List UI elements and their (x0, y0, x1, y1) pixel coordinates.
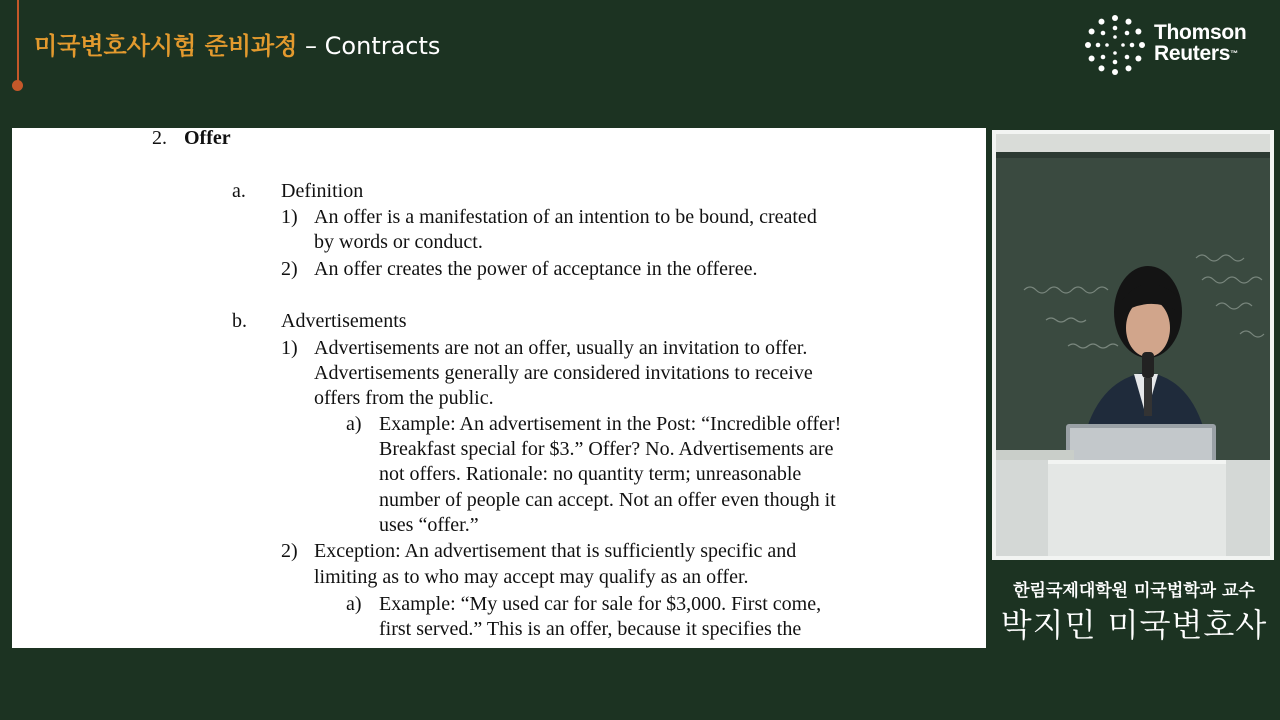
item-a1-line: by words or conduct. (314, 231, 483, 253)
item-a2-line: An offer creates the power of acceptance in the offeree. (314, 258, 758, 280)
lecture-document (12, 128, 986, 648)
item-b2-number: 2) (281, 540, 298, 562)
video-frame (996, 134, 1270, 556)
item-b2a-letter: a) (346, 593, 362, 615)
section-title: Offer (184, 128, 231, 149)
item-b2a-line: Example: “My used car for sale for $3,000. First come, (379, 593, 822, 615)
lecture-scene (996, 134, 1270, 556)
item-b1a-line: number of people can accept. Not an offer even though it (379, 489, 836, 511)
item-b1a-line: Example: An advertisement in the Post: “Incredible offer! (379, 413, 842, 435)
brand-name-line1: Thomson (1154, 21, 1247, 44)
item-b1-line: Advertisements generally are considered invitations to receive (314, 362, 813, 384)
speaker-caption (996, 578, 1272, 646)
item-b1a-line: not offers. Rationale: no quantity term; unreasonable (379, 463, 802, 485)
title-separator: – (305, 32, 318, 60)
item-b-title: Advertisements (281, 310, 407, 332)
subject-title: Contracts (324, 32, 441, 60)
item-a-title: Definition (281, 180, 364, 202)
item-b1-number: 1) (281, 337, 298, 359)
brand-logo (1084, 14, 1266, 74)
item-a-letter: a. (232, 180, 246, 202)
speaker-video (992, 130, 1274, 560)
course-title: 미국변호사시험 준비과정 (34, 32, 298, 60)
item-b1a-letter: a) (346, 413, 362, 435)
brand-name (1154, 22, 1246, 64)
dotted-circle-logo-icon (1084, 14, 1146, 76)
item-a2-number: 2) (281, 258, 298, 280)
item-b1a-line: Breakfast special for $3.” Offer? No. Advertisements are (379, 438, 834, 460)
speaker-name: 박지민 미국변호사 (1000, 606, 1268, 644)
item-a1-number: 1) (281, 206, 298, 228)
item-b2-line: limiting as to who may accept may qualify as an offer. (314, 566, 749, 588)
item-a1-line: An offer is a manifestation of an intention to be bound, created (314, 206, 817, 228)
item-b2-line: Exception: An advertisement that is sufficiently specific and (314, 540, 797, 562)
trademark-symbol: ™ (1230, 49, 1238, 58)
speaker-affiliation: 한림국제대학원 미국법학과 교수 (1013, 581, 1255, 601)
brand-name-line2: Reuters (1154, 42, 1231, 65)
item-b-letter: b. (232, 310, 247, 332)
accent-dot (12, 80, 23, 91)
page-title (34, 30, 440, 62)
item-b1-line: offers from the public. (314, 387, 494, 409)
item-b2a-line: first served.” This is an offer, because it specifies the (379, 618, 802, 640)
section-number: 2. (152, 128, 167, 149)
item-b1a-line: uses “offer.” (379, 514, 479, 536)
item-b1-line: Advertisements are not an offer, usually an invitation to offer. (314, 337, 808, 359)
accent-line (17, 0, 19, 82)
